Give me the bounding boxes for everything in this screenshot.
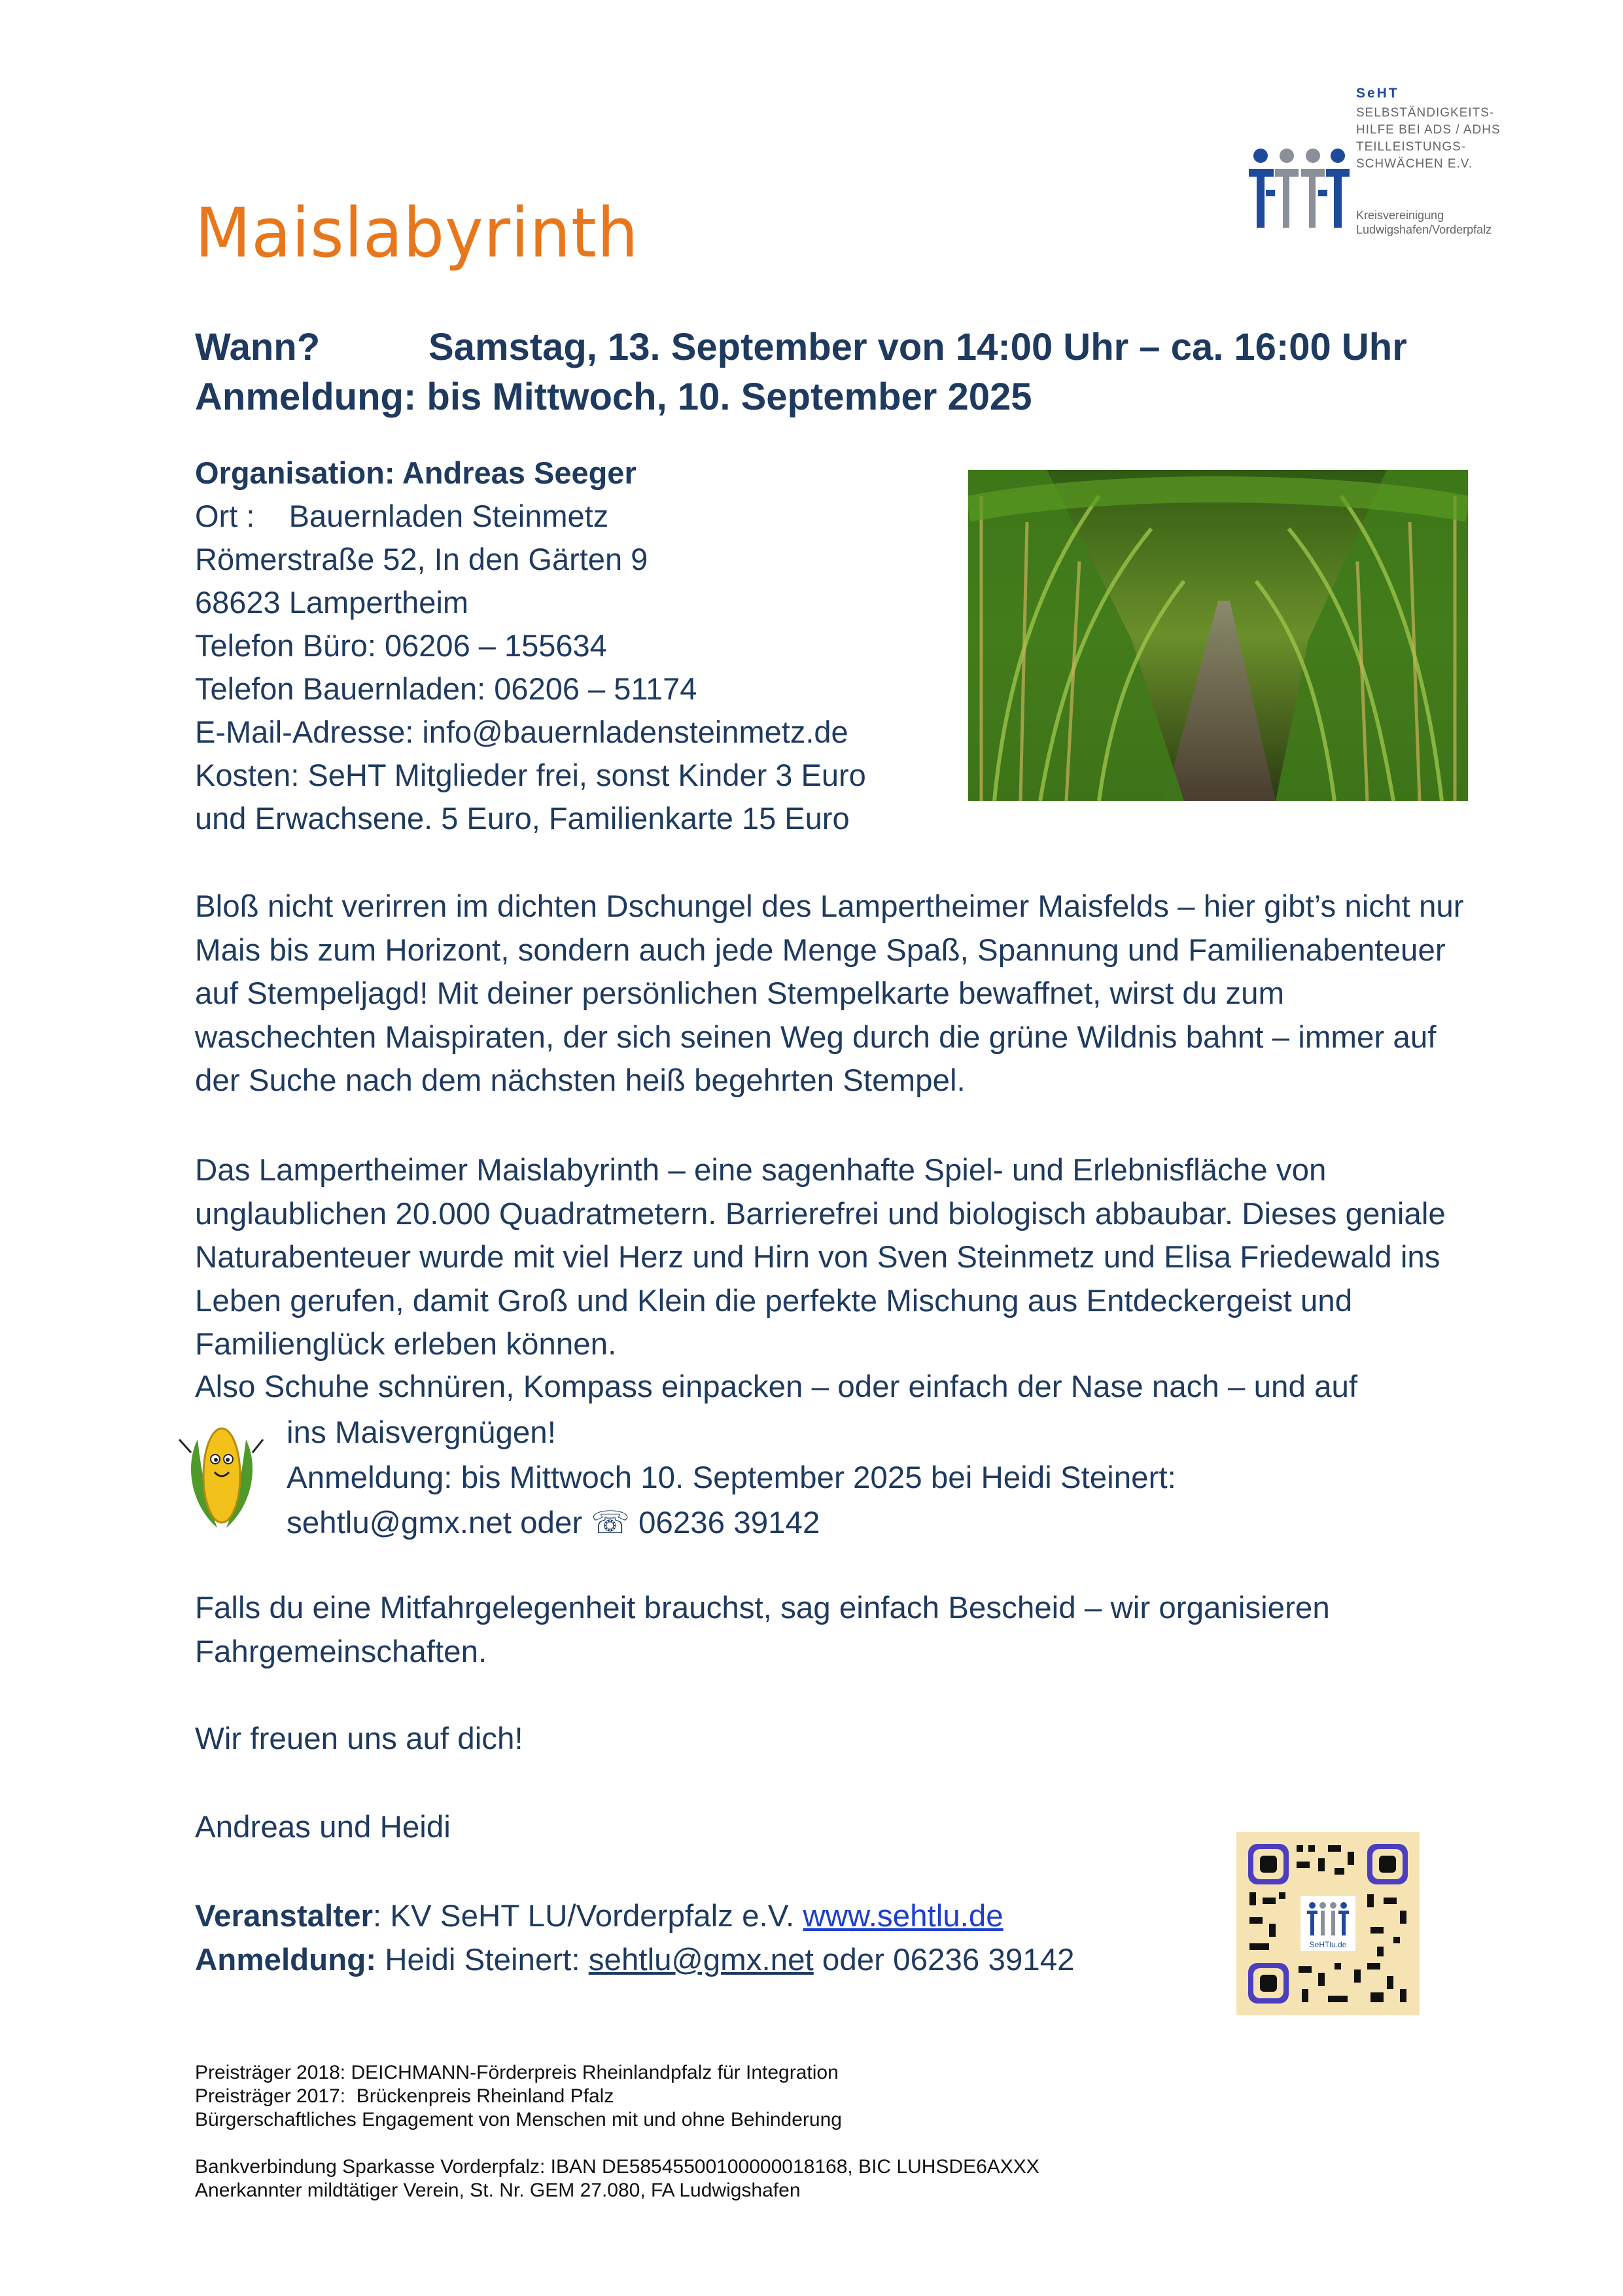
logo-kreis-1: Kreisvereinigung — [1356, 209, 1444, 222]
registration-line-1: Anmeldung: bis Mittwoch 10. September 2025 bei Heidi Steinert: — [287, 1460, 1176, 1495]
corn-maze-photo — [968, 470, 1468, 801]
info-block — [195, 451, 866, 840]
contact-label: Anmeldung: — [195, 1943, 377, 1977]
signature: Andreas und Heidi — [195, 1810, 451, 1845]
logo-text — [1356, 85, 1501, 173]
qr-caption: SeHTlu.de — [1309, 1940, 1347, 1949]
website-link[interactable]: www.sehtlu.de — [803, 1899, 1003, 1934]
logo-kreis-2: Ludwigshafen/Vorderpfalz — [1356, 223, 1492, 236]
contact-phone: oder 06236 39142 — [813, 1943, 1075, 1977]
logo-line-1: SELBSTÄNDIGKEITS- — [1356, 106, 1495, 120]
footer — [195, 2061, 1039, 2202]
paragraph-call-to-action: Also Schuhe schnüren, Kompass einpacken – oder einfach der Nase nach – und auf — [195, 1369, 1358, 1404]
corn-mascot-icon — [178, 1413, 266, 1531]
award-2017: Preisträger 2017: Brückenpreis Rheinland Pfalz — [195, 2085, 614, 2107]
registration-line-2: sehtlu@gmx.net oder ☏ 06236 39142 — [287, 1506, 820, 1540]
location: Ort : Bauernladen Steinmetz — [195, 499, 609, 533]
cta-line-2: ins Maisvergnügen! — [287, 1415, 556, 1450]
logo-brand: SeHT — [1356, 86, 1399, 101]
organization-logo — [1246, 79, 1527, 249]
street: Römerstraße 52, In den Gärten 9 — [195, 542, 648, 576]
organizer-line — [195, 1894, 1075, 1938]
logo-kreis — [1356, 208, 1492, 237]
registration-deadline: Anmeldung: bis Mittwoch, 10. September 2025 — [195, 376, 1032, 418]
organizer-contact — [195, 1894, 1075, 1982]
contact-text: Heidi Steinert: — [376, 1943, 589, 1977]
tax-info: Anerkannter mildtätiger Verein, St. Nr. GEM 27.080, FA Ludwigshafen — [195, 2180, 801, 2201]
phone-shop: Telefon Bauernladen: 06206 – 51174 — [195, 671, 697, 706]
award-engagement: Bürgerschaftliches Engagement von Menschen mit und ohne Behinderung — [195, 2109, 842, 2130]
registration-note — [287, 1410, 1176, 1545]
email-link[interactable]: sehtlu@gmx.net — [588, 1943, 814, 1977]
page-title: Maislabyrinth — [195, 193, 639, 273]
city: 68623 Lampertheim — [195, 585, 469, 620]
logo-line-3: TEILLEISTUNGS- — [1356, 140, 1467, 154]
organizer-text: : KV SeHT LU/Vorderpfalz e.V. — [372, 1899, 803, 1934]
organizer-label: Veranstalter — [195, 1899, 373, 1934]
logo-line-2: HILFE BEI ADS / ADHS — [1356, 123, 1501, 137]
paragraph-description: Das Lampertheimer Maislabyrinth – eine sagenhafte Spiel- und Erlebnisfläche von unglaublichen 20.000 Quadratmetern. Barrierefrei und biologisch abbaubar. Dieses geniale Naturabenteuer wurde mit viel Herz und Hirn von Sven Steinmetz und Elisa Friedewald ins Leben gerufen, damit Groß und Klein die perfekte Mischung aus Entdeckergeist und Familienglück erleben können. — [195, 1153, 1446, 1362]
contact-line — [195, 1938, 1075, 1982]
bank-details: Bankverbindung Sparkasse Vorderpfalz: IBAN DE58545500100000018168, BIC LUHSDE6AXXX — [195, 2156, 1039, 2178]
paragraph-greeting: Wir freuen uns auf dich! — [195, 1722, 523, 1756]
costs-1: Kosten: SeHT Mitglieder frei, sonst Kinder 3 Euro — [195, 758, 866, 792]
phone-office: Telefon Büro: 06206 – 155634 — [195, 628, 607, 663]
award-2018: Preisträger 2018: DEICHMANN-Förderpreis Rheinlandpfalz für Integration — [195, 2062, 839, 2083]
when-label: Wann? — [195, 326, 321, 368]
qr-code[interactable] — [1236, 1832, 1420, 2015]
organisation: Organisation: Andreas Seeger — [195, 455, 637, 490]
people-figures-icon — [1246, 144, 1351, 236]
paragraph-intro: Bloß nicht verirren im dichten Dschungel des Lampertheimer Maisfelds – hier gibt’s nicht nur Mais bis zum Horizont, sondern auch jede Menge Spaß, Spannung und Familienabenteuer auf Stempeljagd! Mit deiner persönlichen Stempelkarte bewaffnet, wirst du zum waschechten Maispiraten, der sich seinen Weg durch die grüne Wildnis bahnt – immer auf der Suche nach dem nächsten heiß begehrten Stempel. — [195, 889, 1464, 1098]
when-value: Samstag, 13. September von 14:00 Uhr – ca. 16:00 Uhr — [428, 326, 1407, 368]
costs-2: und Erwachsene. 5 Euro, Familienkarte 15 Euro — [195, 801, 850, 836]
logo-line-4: SCHWÄCHEN E.V. — [1356, 157, 1473, 171]
paragraph-carpool: Falls du eine Mitfahrgelegenheit brauchst, sag einfach Bescheid – wir organisieren Fahrgemeinschaften. — [195, 1591, 1330, 1669]
email: E-Mail-Adresse: info@bauernladensteinmetz.de — [195, 715, 848, 749]
